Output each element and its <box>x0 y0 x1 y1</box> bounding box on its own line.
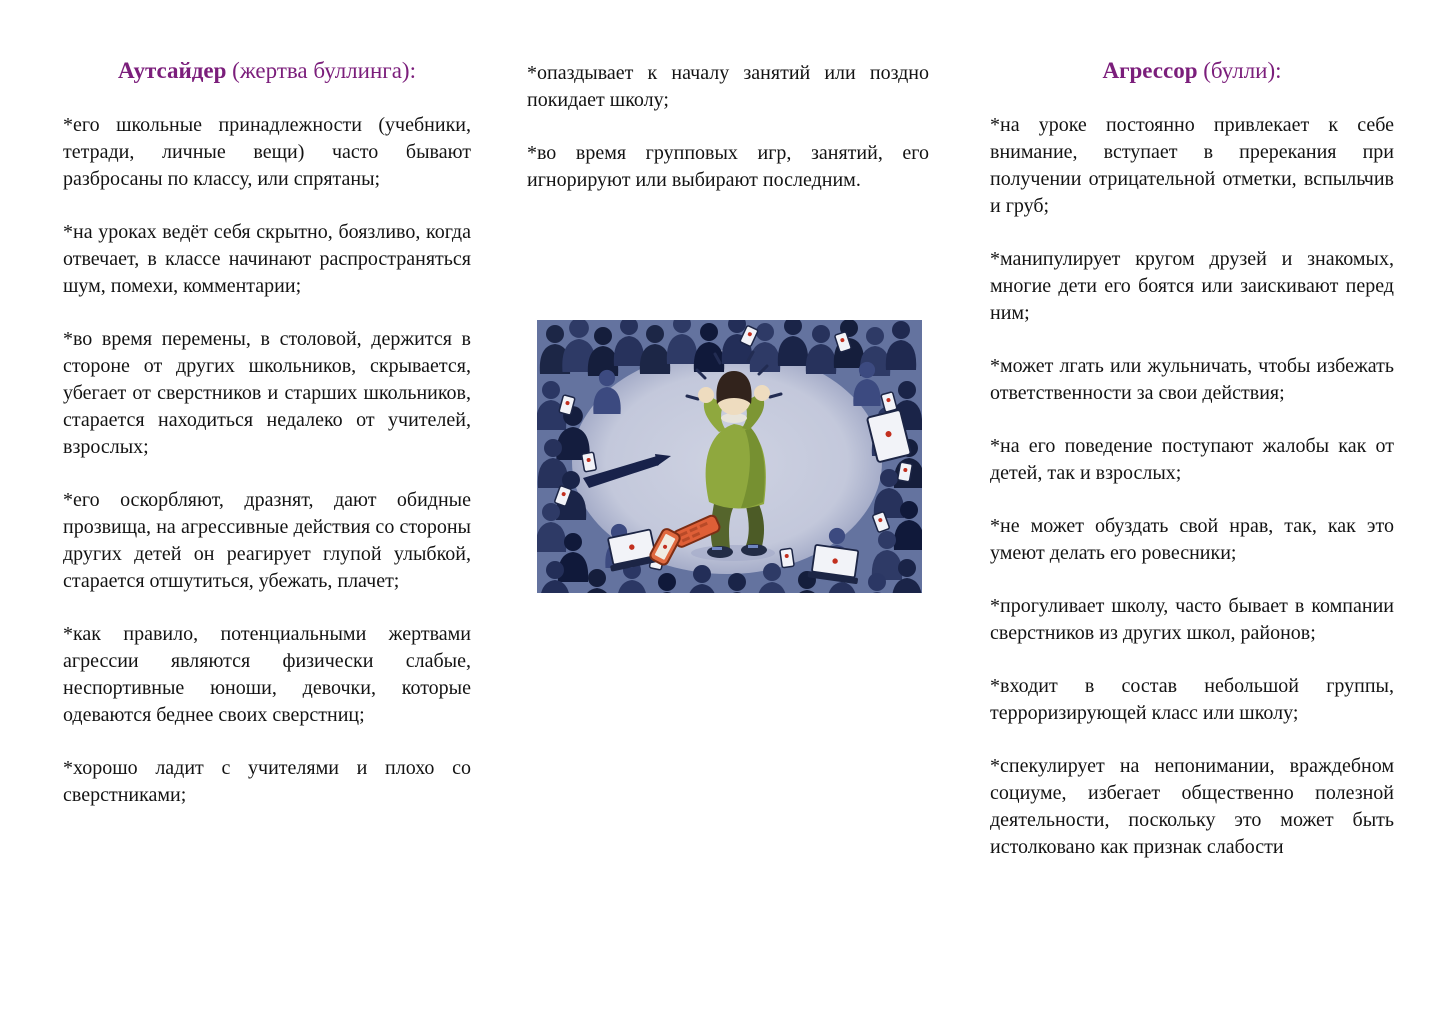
aggressor-heading <box>990 56 1394 86</box>
aggressor-heading-rest: (булли): <box>1197 58 1282 83</box>
bullet-paragraph: *на его поведение поступают жалобы как от детей, так и взрослых; <box>990 435 1394 484</box>
bullet-paragraph: *спекулирует на непонимании, враждебном социуме, избегает общественно полезной деятельности, поскольку это может быть истолковано как признак слабости <box>990 755 1394 858</box>
bullet-paragraph: *не может обуздать свой нрав, так, как это умеют делать его ровесники; <box>990 515 1394 564</box>
bullet-paragraph: *прогуливает школу, часто бывает в компании сверстников из других школ, районов; <box>990 595 1394 644</box>
column-outsider <box>63 56 471 809</box>
bullet-paragraph: *хорошо ладит с учителями и плохо со сверстниками; <box>63 757 471 806</box>
aggressor-heading-bold: Агрессор <box>1102 58 1198 83</box>
bullet-paragraph: *манипулирует кругом друзей и знакомых, многие дети его боятся или заискивают перед ним; <box>990 248 1394 324</box>
outsider-heading-rest: (жертва буллинга): <box>226 58 416 83</box>
bullet-paragraph: *его оскорбляют, дразнят, дают обидные прозвища, на агрессивные действия со стороны других детей он реагирует глупой улыбкой, старается отшутиться, убежать, плачет; <box>63 489 471 592</box>
outsider-heading-bold: Аутсайдер <box>118 58 227 83</box>
bullet-paragraph: *на уроках ведёт себя скрытно, боязливо, когда отвечает, в классе начинают распространяться шум, помехи, комментарии; <box>63 221 471 297</box>
bullet-paragraph: *его школьные принадлежности (учебники, тетради, личные вещи) часто бывают разбросаны по классу, или спрятаны; <box>63 114 471 190</box>
bullet-paragraph: *во время перемены, в столовой, держится в стороне от других школьников, скрывается, убегает от сверстников и старших школьников, старается находиться недалеко от учителей, взрослых; <box>63 328 471 458</box>
column-middle <box>527 56 929 593</box>
bullying-illustration-svg <box>537 320 922 593</box>
outsider-heading <box>63 56 471 86</box>
column-aggressor <box>990 56 1394 861</box>
bullet-paragraph: *как правило, потенциальными жертвами агрессии являются физически слабые, неспортивные юноши, девочки, которые одеваются беднее своих сверстниц; <box>63 623 471 726</box>
bullet-paragraph: *опаздывает к началу занятий или поздно покидает школу; <box>527 62 929 111</box>
bullet-paragraph: *на уроке постоянно привлекает к себе внимание, вступает в пререкания при получении отрицательной отметки, вспыльчив и груб; <box>990 114 1394 217</box>
bullet-paragraph: *во время групповых игр, занятий, его игнорируют или выбирают последним. <box>527 142 929 191</box>
bullying-illustration <box>537 320 922 593</box>
bullet-paragraph: *входит в состав небольшой группы, терроризирующей класс или школу; <box>990 675 1394 724</box>
bullet-paragraph: *может лгать или жульничать, чтобы избежать ответственности за свои действия; <box>990 355 1394 404</box>
